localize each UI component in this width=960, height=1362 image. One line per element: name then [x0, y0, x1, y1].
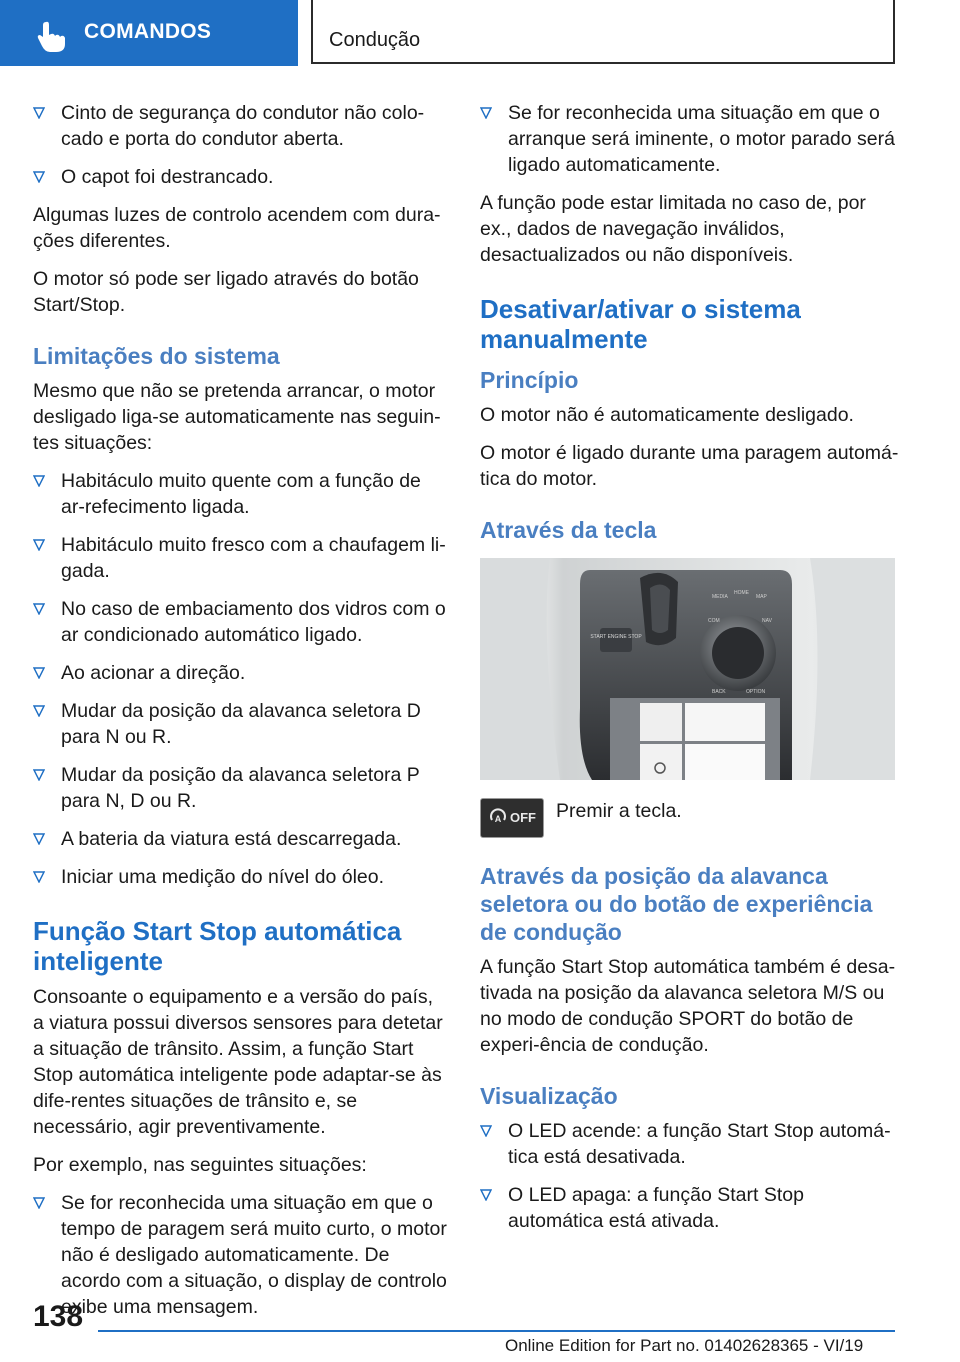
- list-item: A bateria da viatura está descarregada.: [33, 826, 448, 852]
- tab-label: COMANDOS: [84, 20, 212, 43]
- triangle-bullet-icon: [33, 705, 45, 717]
- list-item: O capot foi destrancado.: [33, 164, 448, 190]
- svg-text:BACK: BACK: [712, 689, 726, 695]
- heading-visualizacao: Visualização: [480, 1083, 618, 1109]
- triangle-bullet-icon: [33, 871, 45, 883]
- triangle-bullet-icon: [33, 107, 45, 119]
- edition-footer: Online Edition for Part no. 01402628365 - VI/19: [505, 1336, 864, 1355]
- paragraph: Algumas luzes de controlo acendem com dura‐ções diferentes.: [33, 204, 441, 252]
- triangle-bullet-icon: [33, 769, 45, 781]
- svg-text:COM: COM: [708, 618, 720, 624]
- triangle-bullet-icon: [33, 1197, 45, 1209]
- press-instruction: Premir a tecla.: [556, 800, 682, 822]
- list-item: O LED apaga: a função Start Stop automática está ativada.: [480, 1182, 900, 1234]
- paragraph: Por exemplo, nas seguintes situações:: [33, 1154, 367, 1176]
- paragraph: O motor é ligado durante uma paragem automá‐tica do motor.: [480, 442, 899, 490]
- list-item: Mudar da posição da alavanca seletora D para N ou R.: [33, 698, 448, 750]
- paragraph: O motor não é automaticamente desligado.: [480, 404, 854, 426]
- auto-start-stop-off-icon: A OFF: [480, 798, 544, 838]
- triangle-bullet-icon: [33, 833, 45, 845]
- triangle-bullet-icon: [480, 1125, 492, 1137]
- svg-text:NAV: NAV: [762, 618, 772, 624]
- list-item: Habitáculo muito fresco com a chaufagem li‐gada.: [33, 532, 448, 584]
- svg-text:MAP: MAP: [756, 594, 767, 600]
- svg-text:MEDIA: MEDIA: [712, 594, 728, 600]
- svg-text:START ENGINE STOP: START ENGINE STOP: [590, 634, 642, 640]
- paragraph: O motor só pode ser ligado através do botão Start/Stop.: [33, 268, 419, 316]
- svg-text:A: A: [494, 814, 502, 824]
- section-tab-conducao[interactable]: [311, 0, 895, 64]
- chapter-tab-comandos[interactable]: [0, 0, 298, 66]
- triangle-bullet-icon: [480, 1189, 492, 1201]
- list-item: Cinto de segurança do condutor não colo‐cado e porta do condutor aberta.: [33, 100, 448, 152]
- svg-text:OPTION: OPTION: [746, 689, 766, 695]
- list-item: Se for reconhecida uma situação em que o arranque será iminente, o motor parado será ligado automaticamente.: [480, 100, 900, 178]
- svg-text:HOME: HOME: [734, 590, 749, 596]
- list-item: O LED acende: a função Start Stop automá‐tica está desativada.: [480, 1118, 900, 1170]
- list-item: Ao acionar a direção.: [33, 660, 448, 686]
- list-item: Habitáculo muito quente com a função de ar‐refecimento ligada.: [33, 468, 448, 520]
- paragraph: Mesmo que não se pretenda arrancar, o motor desligado liga-se automaticamente nas seguin‐tes situações:: [33, 380, 441, 454]
- heading-principio: Princípio: [480, 367, 579, 393]
- heading-funcao-start-stop: Função Start Stop automática inteligente: [33, 916, 402, 976]
- list-item: Mudar da posição da alavanca seletora P para N, D ou R.: [33, 762, 448, 814]
- triangle-bullet-icon: [33, 171, 45, 183]
- triangle-bullet-icon: [480, 107, 492, 119]
- triangle-bullet-icon: [33, 667, 45, 679]
- heading-desativar-ativar: Desativar/ativar o sistema manualmente: [480, 294, 801, 354]
- list-item: No caso de embaciamento dos vidros com o ar condicionado automático ligado.: [33, 596, 448, 648]
- heading-alavanca-seletora: Através da posição da alavanca seletora ou do botão de experiência de condução: [480, 863, 873, 945]
- center-console-illustration: [480, 558, 895, 780]
- left-column: [33, 100, 448, 1332]
- list-item: Iniciar uma medição do nível do óleo.: [33, 864, 448, 890]
- hand-pointer-icon: [36, 20, 70, 52]
- triangle-bullet-icon: [33, 475, 45, 487]
- paragraph: Consoante o equipamento e a versão do país, a viatura possui diversos sensores para detetar a situação de trânsito. Assim, a função Start Stop automática inteligente pode adaptar-se às dife‐rentes situações de trânsito e, se necessário, agir preventivamente.: [33, 986, 443, 1138]
- right-column: [480, 100, 900, 1246]
- heading-limitacoes: Limitações do sistema: [33, 343, 280, 369]
- section-label: Condução: [329, 29, 421, 51]
- center-console-photo: [480, 558, 895, 780]
- list-item: Se for reconhecida uma situação em que o tempo de paragem será muito curto, o motor não é desligado automaticamente. De acordo com a situação, o display de controlo exibe uma mensagem.: [33, 1190, 448, 1320]
- heading-atraves-da-tecla: Através da tecla: [480, 517, 657, 543]
- triangle-bullet-icon: [33, 539, 45, 551]
- triangle-bullet-icon: [33, 603, 45, 615]
- auto-start-stop-symbol-icon: [488, 808, 508, 828]
- paragraph: A função Start Stop automática também é desa‐tivada na posição da alavanca seletora M/S ou no modo de condução SPORT do botão de experi‐ência de condução.: [480, 956, 896, 1056]
- off-button-instruction: [480, 798, 900, 838]
- page-number: 138: [33, 1300, 84, 1333]
- paragraph: A função pode estar limitada no caso de, por ex., dados de navegação inválidos, desactualizados ou não disponíveis.: [480, 192, 866, 266]
- footer-divider: [98, 1330, 895, 1332]
